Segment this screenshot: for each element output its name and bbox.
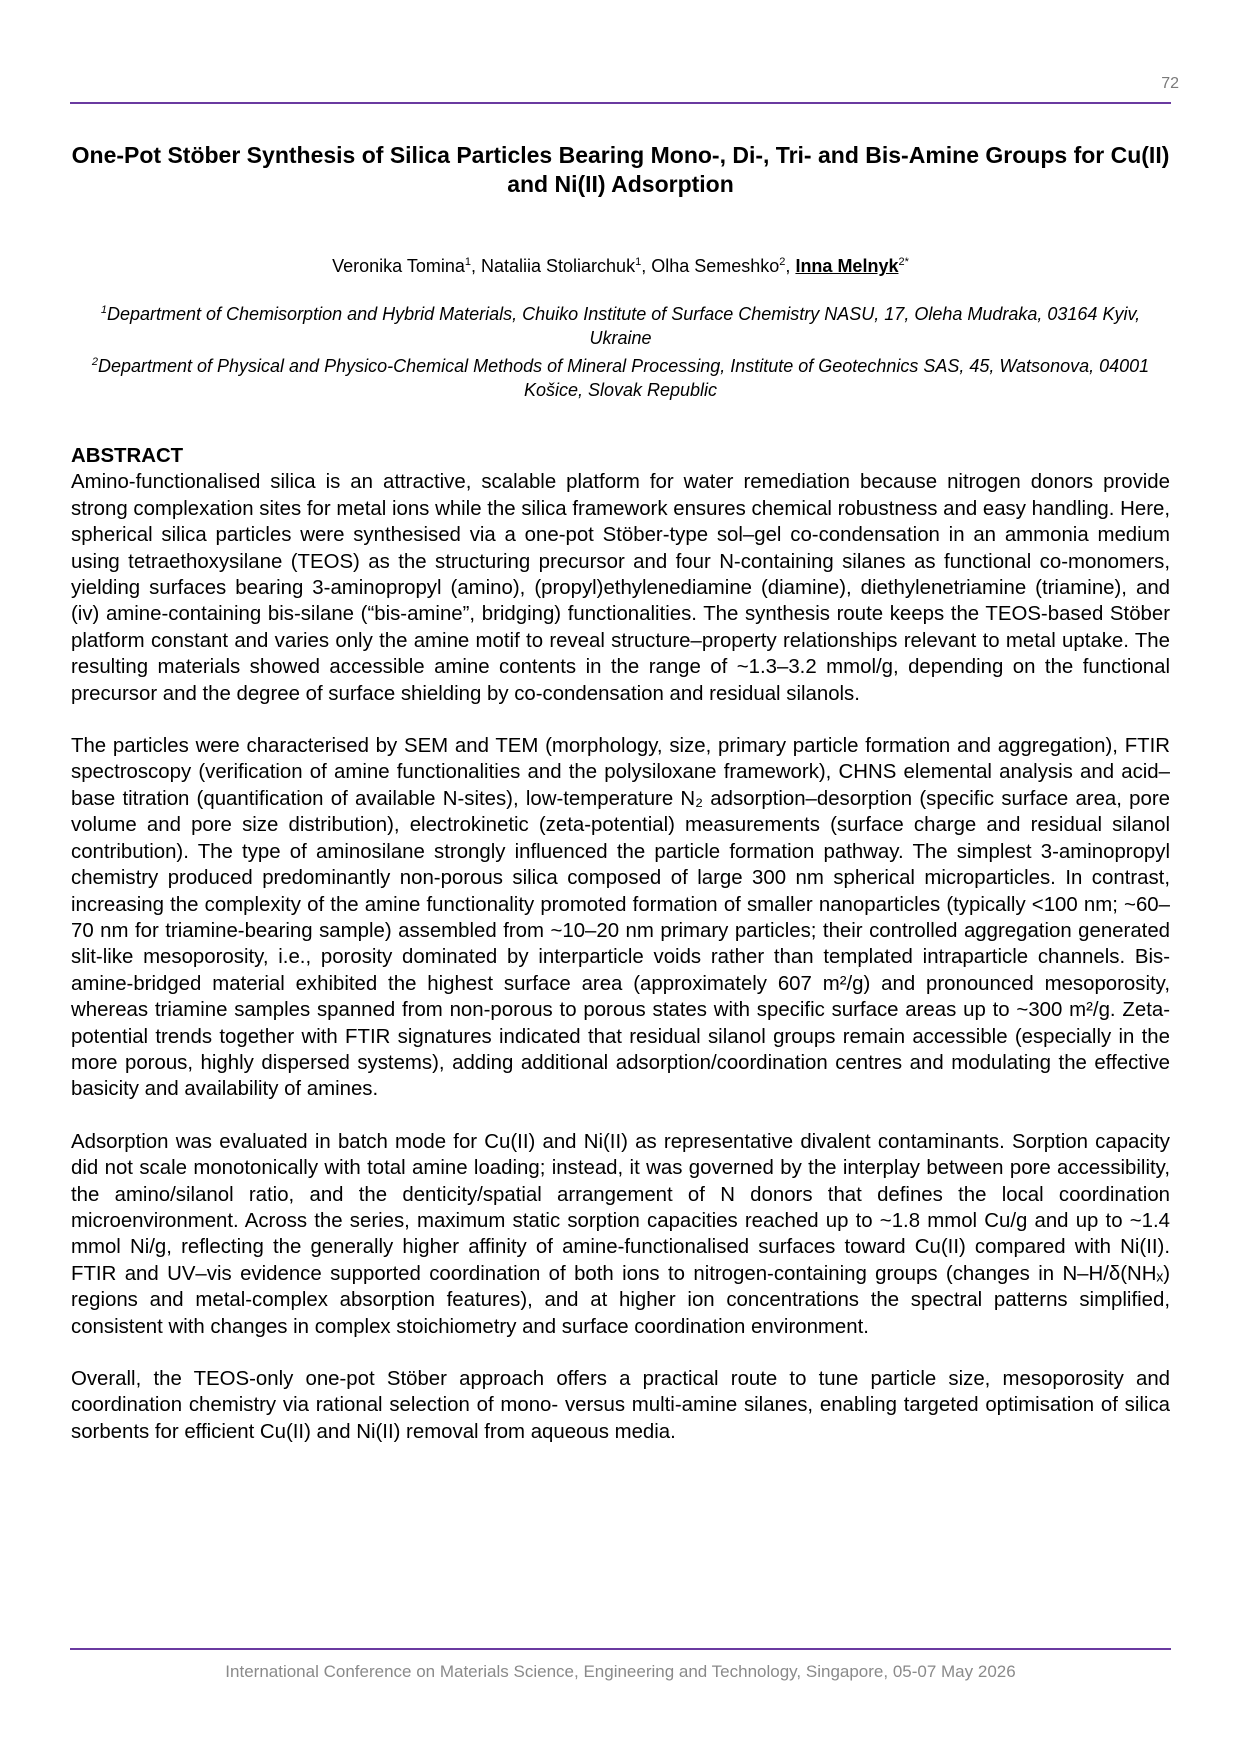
abstract-section: [71, 443, 1170, 1471]
author-list: [70, 250, 1171, 278]
author-affiliation-mark: 1: [464, 256, 471, 268]
affiliation-text: Department of Physical and Physico-Chemical Methods of Mineral Processing, Institute of Geotechnics SAS, 45, Watsonova, 04001 Košice, Slovak Republic: [97, 356, 1150, 400]
author-affiliation-mark: 2*: [898, 256, 909, 268]
affiliation-item: [70, 350, 1171, 402]
author-name: Olha Semeshko: [651, 256, 780, 276]
abstract-paragraph: Amino-functionalised silica is an attractive, scalable platform for water remediation because nitrogen donors provide strong complexation sites for metal ions while the silica framework ensures chemical robustness and easy handling. Here, spherical silica particles were synthesised via a one-pot Stöber-type sol–gel co-condensation in an ammonia medium using tetraethoxysilane (TEOS) as the structuring precursor and four N-containing silanes as functional co-monomers, yielding surfaces bearing 3-aminopropyl (amino), (propyl)ethylenediamine (diamine), diethylenetriamine (triamine), and (iv) amine-containing bis-silane (“bis-amine”, bridging) functionalities. The synthesis route keeps the TEOS-based Stöber platform constant and varies only the amine motif to reveal structure–property relationships relevant to metal uptake. The resulting materials showed accessible amine contents in the range of ~1.3–3.2 mmol/g, depending on the functional precursor and the degree of surface shielding by co-condensation and residual silanols.: [71, 471, 1170, 705]
author-affiliation-mark: 1: [635, 256, 642, 268]
header-rule: [70, 102, 1171, 104]
affiliation-number: 1: [100, 304, 107, 316]
author-separator: ,: [785, 256, 796, 276]
affiliation-list: [70, 298, 1171, 402]
abstract-heading: ABSTRACT: [71, 445, 184, 467]
paper-title: One-Pot Stöber Synthesis of Silica Particles Bearing Mono-, Di-, Tri- and Bis-Amine Groups for Cu(II) and Ni(II) Adsorption: [71, 142, 1170, 197]
author-name: Veronika Tomina: [332, 256, 465, 276]
page-number: 72: [1161, 75, 1179, 92]
conference-footer: International Conference on Materials Science, Engineering and Technology, Singapore, 05-07 May 2026: [225, 1662, 1016, 1681]
abstract-paragraph: Overall, the TEOS-only one-pot Stöber approach offers a practical route to tune particle size, mesoporosity and coordination chemistry via rational selection of mono- versus multi-amine silanes, enabling targeted optimisation of silica sorbents for efficient Cu(II) and Ni(II) removal from aqueous media.: [71, 1368, 1170, 1443]
author-separator: ,: [470, 256, 481, 276]
abstract-paragraph: The particles were characterised by SEM and TEM (morphology, size, primary particle formation and aggregation), FTIR spectroscopy (verification of amine functionalities and the polysiloxane framework), CHNS elemental analysis and acid–base titration (quantification of available N-sites), low-temperature N₂ adsorption–desorption (specific surface area, pore volume and pore size distribution), electrokinetic (zeta-potential) measurements (surface charge and residual silanol contribution). The type of aminosilane strongly influenced the particle formation pathway. The simplest 3-aminopropyl chemistry produced predominantly non-porous silica composed of large 300 nm spherical microparticles. In contrast, increasing the complexity of the amine functionality promoted formation of smaller nanoparticles (typically <100 nm; ~60–70 nm for triamine-bearing sample) assembled from ~10–20 nm primary particles; their controlled aggregation generated slit-like mesoporosity, i.e., porosity dominated by interparticle voids rather than templated intraparticle channels. Bis-amine-bridged material exhibited the highest surface area (approximately 607 m²/g) and pronounced mesoporosity, whereas triamine samples spanned from non-porous to porous states with specific surface areas up to ~300 m²/g. Zeta-potential trends together with FTIR signatures indicated that residual silanol groups remain accessible (especially in the more porous, highly dispersed systems), adding additional adsorption/coordination centres and modulating the effective basicity and availability of amines.: [71, 735, 1170, 1101]
abstract-paragraph: Adsorption was evaluated in batch mode for Cu(II) and Ni(II) as representative divalent contaminants. Sorption capacity did not scale monotonically with total amine loading; instead, it was governed by the interplay between pore accessibility, the amino/silanol ratio, and the denticity/spatial arrangement of N donors that defines the local coordination microenvironment. Across the series, maximum static sorption capacities reached up to ~1.8 mmol Cu/g and up to ~1.4 mmol Ni/g, reflecting the generally higher affinity of amine-functionalised surfaces toward Cu(II) compared with Ni(II). FTIR and UV–vis evidence supported coordination of both ions to nitrogen-containing groups (changes in N–H/δ(NHₓ) regions and metal-complex absorption features), and at higher ion concentrations the spectral patterns simplified, consistent with changes in complex stoichiometry and surface coordination environment.: [71, 1130, 1170, 1338]
affiliation-text: Department of Chemisorption and Hybrid Materials, Chuiko Institute of Surface Chemistry NASU, 17, Oleha Mudraka, 03164 Kyiv, Ukraine: [106, 304, 1141, 348]
author-separator: ,: [641, 256, 652, 276]
author-name: Nataliia Stoliarchuk: [481, 256, 636, 276]
affiliation-number: 2: [91, 356, 98, 368]
affiliation-item: [70, 298, 1171, 350]
author-affiliation-mark: 2: [779, 256, 786, 268]
presenting-author-name: Inna Melnyk: [795, 256, 899, 276]
footer-rule: [70, 1648, 1171, 1650]
